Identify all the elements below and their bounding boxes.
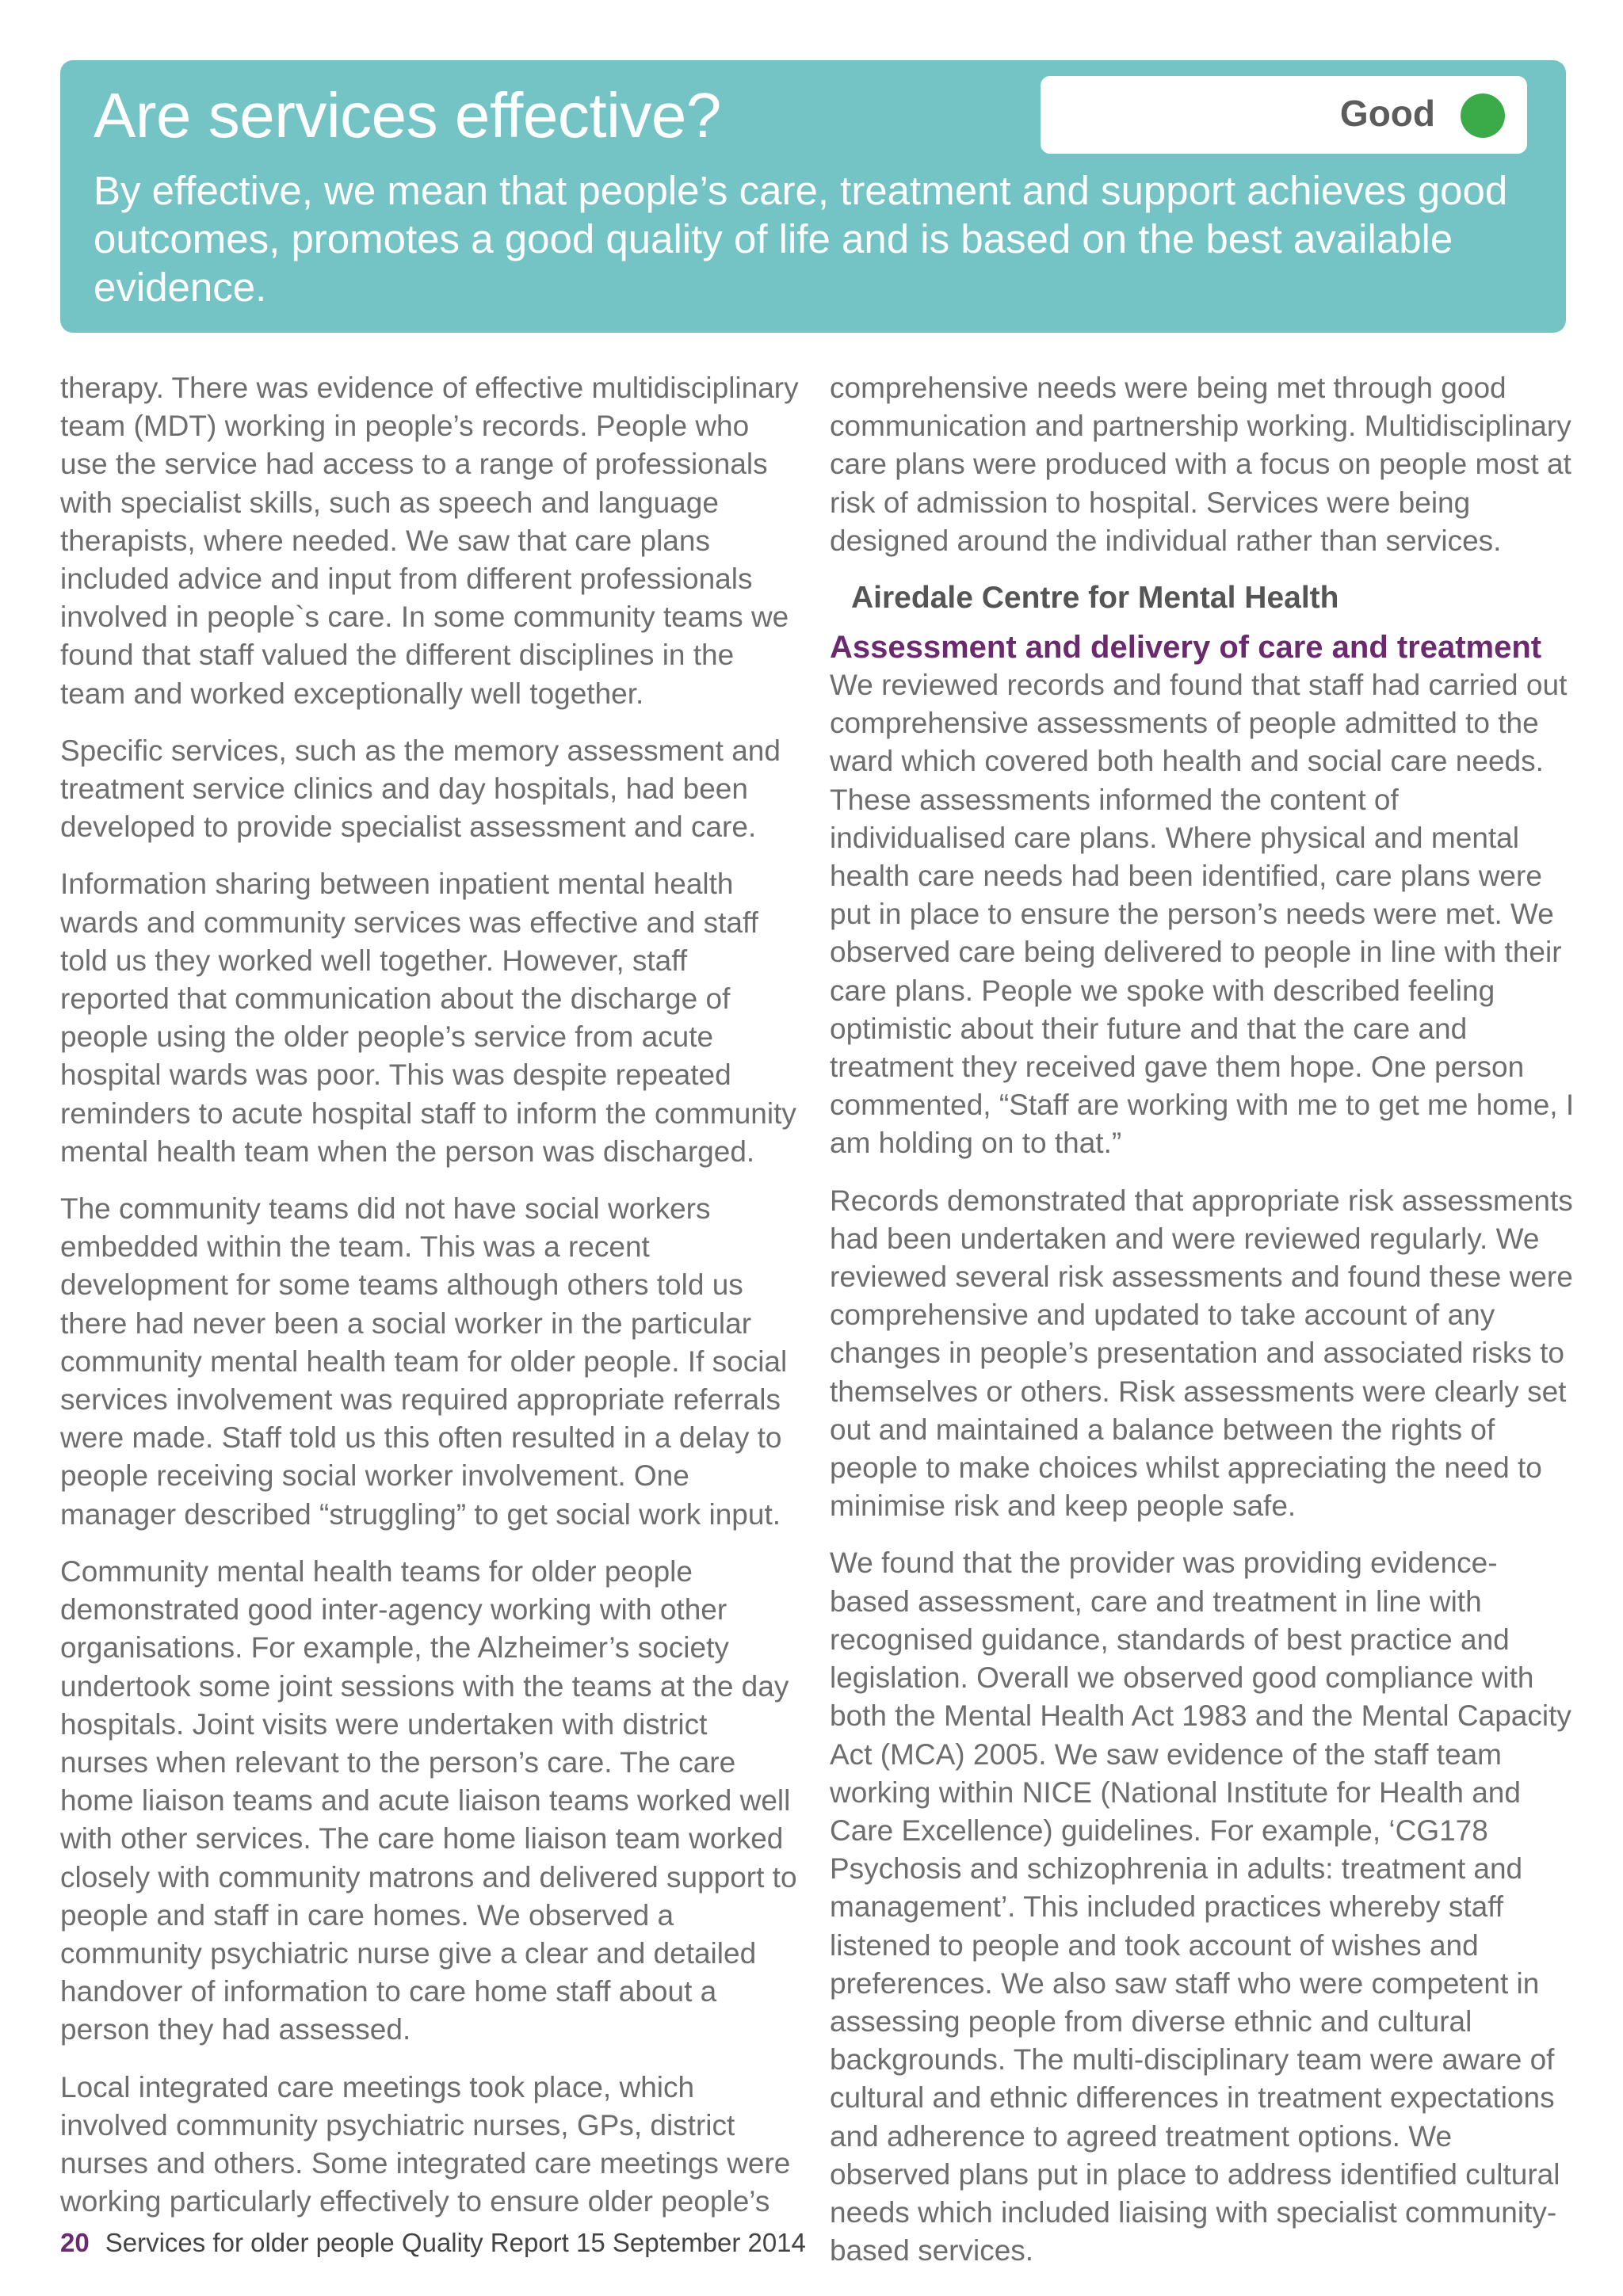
- footer-text: Services for older people Quality Report 15 September 2014: [105, 2228, 806, 2257]
- paragraph: We found that the provider was providing evidence-based assessment, care and treatment in line with recognised guidance, standards of best practice and legislation. Overall we observed good compliance with both the Mental Health Act 1983 and the Mental Capacity Act (MCA) 2005. We saw evidence of the staff team working within NICE (National Institute for Health and Care Excellence) guidelines. For example, ‘CG178 Psychosis and schizophrenia in adults: treatment and management’. This included practices whereby staff listened to people and took account of wishes and preferences. We also saw staff who were competent in assessing people from diverse ethnic and cultural backgrounds. The multi-disciplinary team were aware of cultural and ethnic differences in treatment expectations and adherence to agreed treatment options. We observed plans put in place to address identified cultural needs which included liaising with specialist community-based services.: [830, 1547, 1571, 2267]
- section-banner: [60, 60, 1566, 333]
- service-location-heading: Airedale Centre for Mental Health: [851, 581, 1339, 616]
- page-title: Are services effective?: [94, 80, 721, 151]
- rating-dot-icon: [1461, 93, 1505, 138]
- rating-label: Good: [1339, 93, 1435, 134]
- section-definition: By effective, we mean that people’s care, treatment and support achieves good outcomes, promotes a good quality of life and is based on the best available evidence.: [94, 168, 1508, 310]
- paragraph: comprehensive needs were being met through good communication and partnership working. Multidisciplinary care plans were produced with a focus on people most at risk of admission to hospital. Services were being designed around the individual rather than services.: [830, 372, 1571, 557]
- paragraph: The community teams did not have social workers embedded within the team. This was a recent development for some teams although others told us there had never been a social worker in the particular community mental health team for older people. If social services involvement was required appropriate referrals were made. Staff told us this often resulted in a delay to people receiving social worker involvement. One manager described “struggling” to get social work input.: [60, 1192, 788, 1531]
- paragraph: Community mental health teams for older people demonstrated good inter-agency working with other organisations. For example, the Alzheimer’s society undertook some joint sessions with the teams at the day hospitals. Joint visits were undertaken with district nurses when relevant to the person’s care. The care home liaison teams and acute liaison teams worked well with other services. The care home liaison team worked closely with community matrons and delivered support to people and staff in care homes. We observed a community psychiatric nurse give a clear and detailed handover of information to care home staff about a person they had assessed.: [60, 1554, 797, 2046]
- paragraph: Records demonstrated that appropriate risk assessments had been undertaken and were reviewed regularly. We reviewed several risk assessments and found these were comprehensive and updated to take account of any changes in people’s presentation and associated risks to themselves or others. Risk assessments were clearly set out and maintained a balance between the rights of people to make choices whilst appreciating the need to minimise risk and keep people safe.: [830, 1184, 1573, 1523]
- page-number: 20: [60, 2228, 90, 2257]
- paragraph: We reviewed records and found that staff had carried out comprehensive assessments of people admitted to the ward which covered both health and social care needs. These assessments informed the content of individualised care plans. Where physical and mental health care needs had been identified, care plans were put in place to ensure the person’s needs were met. We observed care being delivered to people in line with their care plans. People we spoke with described feeling optimistic about their future and that the care and treatment they received gave them hope. One person commented, “Staff are working with me to get me home, I am holding on to that.”: [830, 669, 1575, 1160]
- section-heading: Assessment and delivery of care and treatment: [830, 630, 1542, 666]
- paragraph: Local integrated care meetings took place, which involved community psychiatric nurses, GPs, district nurses and others. Some integrated care meetings were working particularly effectively to ensure older people’s: [60, 2070, 791, 2218]
- rating-box: [1041, 76, 1527, 154]
- left-column: [60, 369, 801, 2240]
- paragraph: Specific services, such as the memory assessment and treatment service clinics and day hospitals, had been developed to provide specialist assessment and care.: [60, 734, 781, 844]
- right-column: [830, 369, 1575, 2289]
- paragraph: therapy. There was evidence of effective multidisciplinary team (MDT) working in people’s records. People who use the service had access to a range of professionals with specialist skills, such as speech and language therapists, where needed. We saw that care plans included advice and input from different professionals involved in people`s care. In some community teams we found that staff valued the different disciplines in the team and worked exceptionally well together.: [60, 372, 799, 710]
- page-footer: [60, 2227, 806, 2259]
- paragraph: Information sharing between inpatient mental health wards and community services was effective and staff told us they worked well together. However, staff reported that communication about the discharge of people using the older people’s service from acute hospital wards was poor. This was despite repeated reminders to acute hospital staff to inform the community mental health team when the person was discharged.: [60, 868, 796, 1168]
